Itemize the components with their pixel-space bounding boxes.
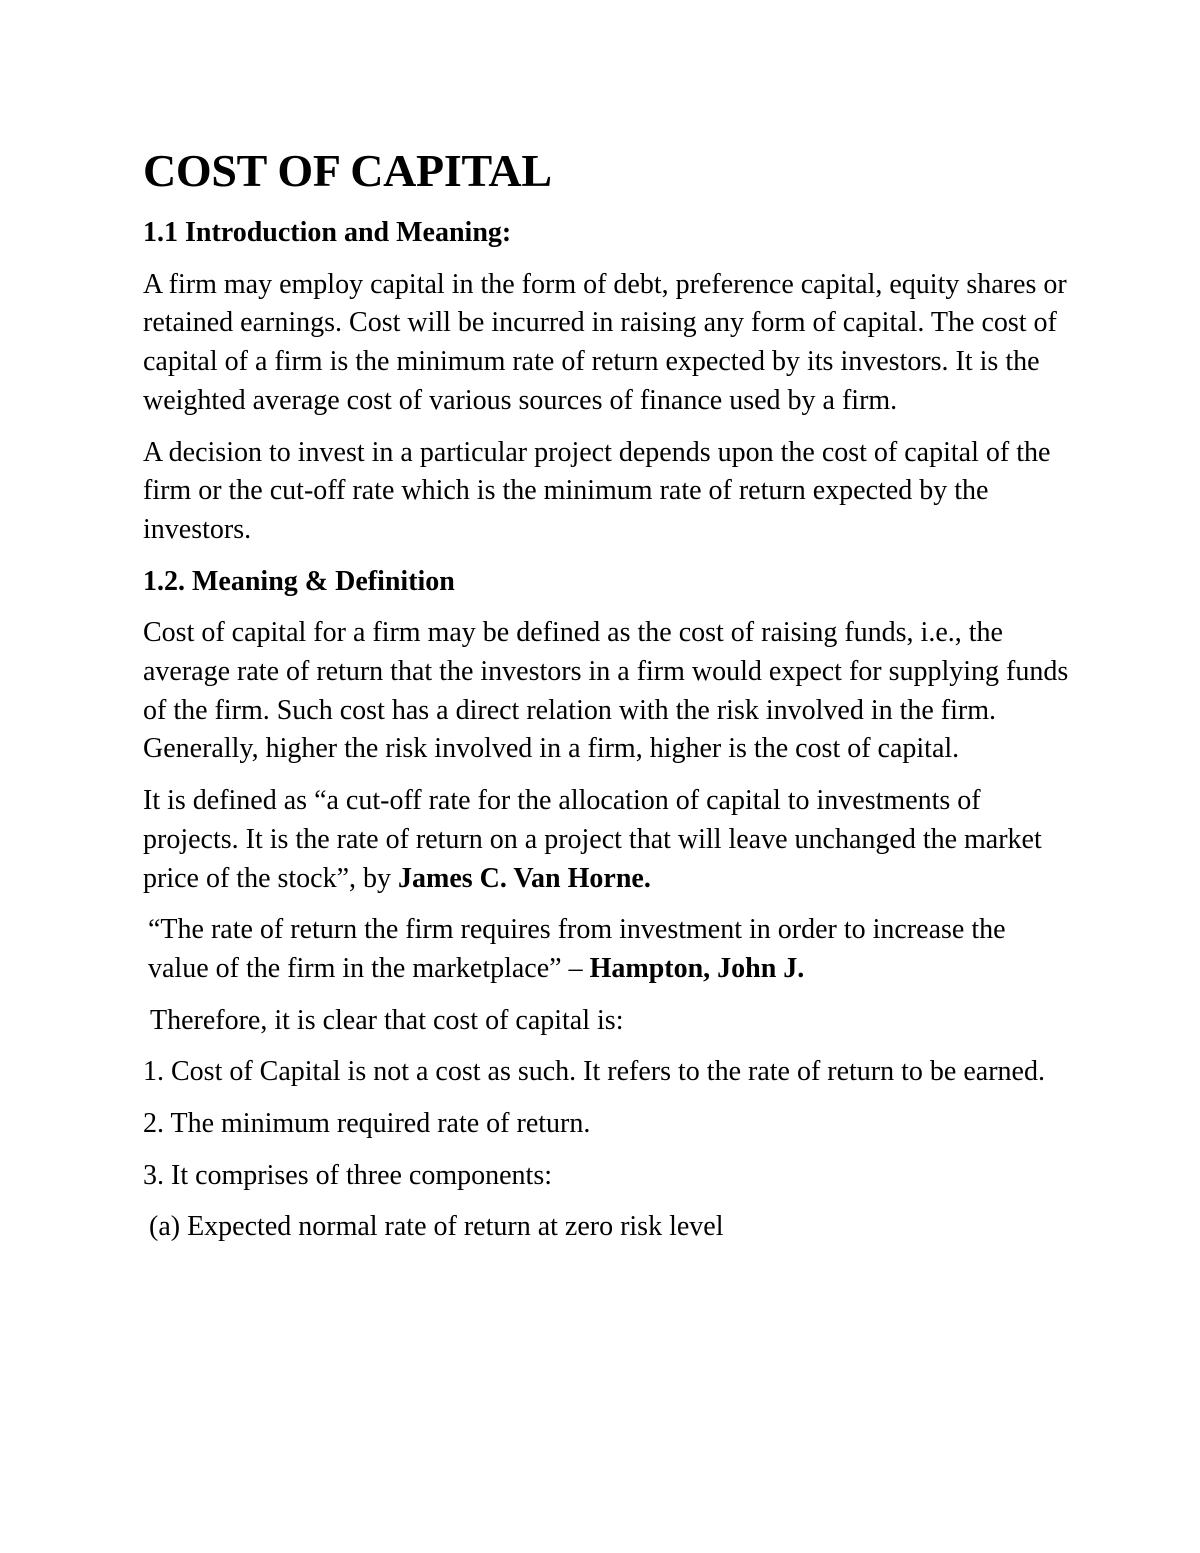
paragraph-hampton-definition bbox=[143, 911, 1073, 988]
definition-quote: “The rate of return the firm requires from investment in order to increase the value of the firm in the marketplace” – bbox=[148, 914, 1006, 984]
list-sub-item: (a) Expected normal rate of return at zero risk level bbox=[149, 1211, 724, 1243]
list-item: 2. The minimum required rate of return. bbox=[143, 1108, 591, 1140]
paragraph-therefore: Therefore, it is clear that cost of capital is: bbox=[150, 1004, 624, 1036]
paragraph-introduction: A firm may employ capital in the form of debt, preference capital, equity shares or retained earnings. Cost will be incurred in raising any form of capital. The cost of capital of a firm is the minimum rate of return expected by its investors. It is the weighted average cost of various sources of finance used by a firm. bbox=[143, 268, 1067, 416]
document-content bbox=[143, 138, 1073, 1260]
author-hampton: Hampton, John J. bbox=[589, 952, 805, 984]
document-title: COST OF CAPITAL bbox=[143, 145, 552, 196]
section-heading-introduction: 1.1 Introduction and Meaning: bbox=[143, 217, 512, 248]
list-item: 1. Cost of Capital is not a cost as such. It refers to the rate of return to be earned. bbox=[143, 1056, 1045, 1088]
paragraph-investment-decision: A decision to invest in a particular project depends upon the cost of capital of the firm or the cut-off rate which is the minimum rate of return expected by the investors. bbox=[143, 436, 1051, 545]
paragraph-cost-of-capital-definition: Cost of capital for a firm may be defined as the cost of raising funds, i.e., the average rate of return that the investors in a firm would expect for supplying funds of the firm. Such cost has a direct relation with the risk involved in the firm. Generally, higher the risk involved in a firm, higher is the cost of capital. bbox=[143, 617, 1069, 765]
author-van-horne: James C. Van Horne. bbox=[398, 862, 651, 894]
definition-quote: It is defined as “a cut-off rate for the allocation of capital to investments of projects. It is the rate of return on a project that will leave unchanged the market price of the stock”, by bbox=[143, 785, 1042, 894]
section-heading-meaning-definition: 1.2. Meaning & Definition bbox=[143, 565, 455, 597]
list-item: 3. It comprises of three components: bbox=[143, 1159, 553, 1191]
paragraph-van-horne-definition bbox=[143, 782, 1073, 898]
